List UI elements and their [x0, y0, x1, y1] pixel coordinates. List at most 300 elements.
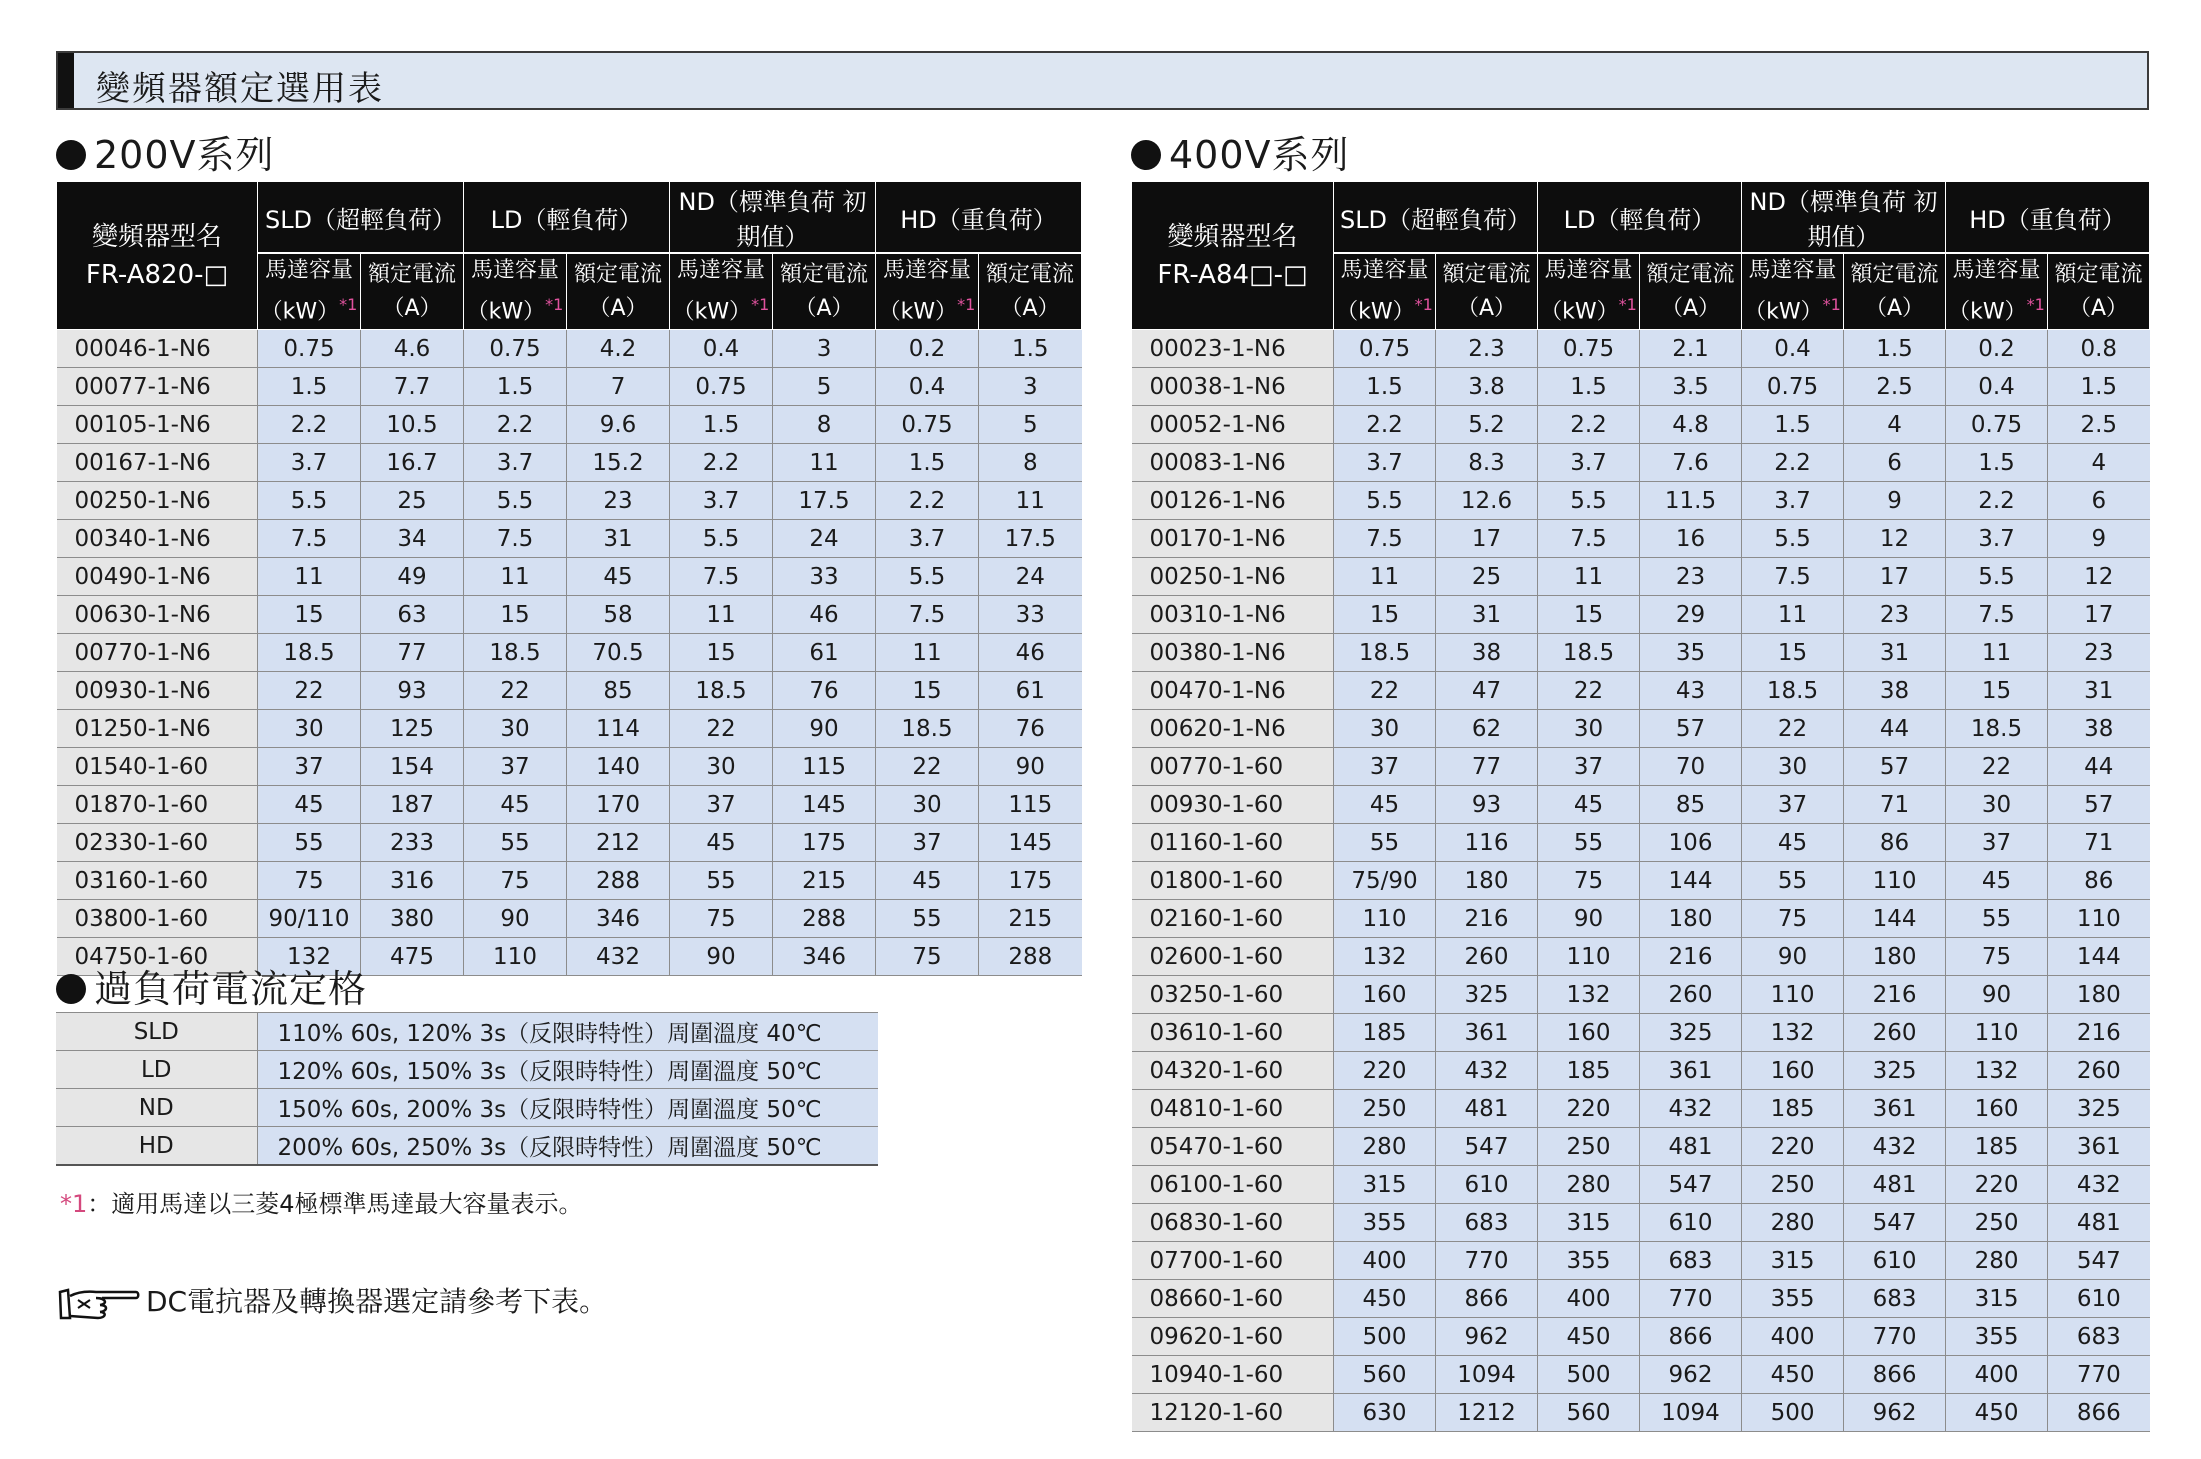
- value-cell: 962: [1640, 1356, 1742, 1394]
- section-200v-heading: 200V系列: [56, 124, 275, 179]
- value-cell: 75: [464, 862, 567, 900]
- page-title-bar: [56, 51, 2149, 110]
- table-row: [57, 596, 1082, 634]
- motor-capacity-header: 馬達容量 （kW）$^{*1}$: [1538, 253, 1640, 330]
- value-cell: 355: [1946, 1318, 2048, 1356]
- value-cell: 180: [1844, 938, 1946, 976]
- value-cell: 432: [1844, 1128, 1946, 1166]
- duty-label: SLD: [56, 1013, 257, 1051]
- value-cell: 160: [1946, 1090, 2048, 1128]
- value-cell: 450: [1742, 1356, 1844, 1394]
- model-cell: 00490-1-N6: [57, 558, 258, 596]
- value-cell: 90: [464, 900, 567, 938]
- value-cell: 22: [464, 672, 567, 710]
- value-cell: 85: [1640, 786, 1742, 824]
- value-cell: 7.5: [258, 520, 361, 558]
- value-cell: 0.4: [670, 330, 773, 368]
- overload-row: [56, 1013, 878, 1051]
- value-cell: 90: [1538, 900, 1640, 938]
- value-cell: 44: [2048, 748, 2150, 786]
- value-cell: 55: [1742, 862, 1844, 900]
- value-cell: 220: [1946, 1166, 2048, 1204]
- value-cell: 25: [361, 482, 464, 520]
- value-cell: 90: [1946, 976, 2048, 1014]
- value-cell: 346: [567, 900, 670, 938]
- value-cell: 610: [1640, 1204, 1742, 1242]
- table-row: [1132, 558, 2150, 596]
- value-cell: 30: [876, 786, 979, 824]
- value-cell: 71: [2048, 824, 2150, 862]
- value-cell: 2.2: [1742, 444, 1844, 482]
- table-row: [1132, 786, 2150, 824]
- model-cell: 01800-1-60: [1132, 862, 1334, 900]
- value-cell: 187: [361, 786, 464, 824]
- value-cell: 2.5: [2048, 406, 2150, 444]
- value-cell: 16: [1640, 520, 1742, 558]
- footnote: [60, 1184, 583, 1219]
- value-cell: 18.5: [1742, 672, 1844, 710]
- model-cell: 00250-1-N6: [57, 482, 258, 520]
- value-cell: 400: [1334, 1242, 1436, 1280]
- model-cell: 00310-1-N6: [1132, 596, 1334, 634]
- value-cell: 216: [1844, 976, 1946, 1014]
- value-cell: 280: [1742, 1204, 1844, 1242]
- model-cell: 00930-1-60: [1132, 786, 1334, 824]
- value-cell: 110: [1334, 900, 1436, 938]
- value-cell: 233: [361, 824, 464, 862]
- value-cell: 55: [258, 824, 361, 862]
- overload-spec: 150% 60s, 200% 3s（反限時特性）周圍溫度 50℃: [257, 1089, 878, 1127]
- group-header-hd: HD（重負荷）: [876, 182, 1082, 254]
- value-cell: 5.5: [1334, 482, 1436, 520]
- value-cell: 57: [1844, 748, 1946, 786]
- value-cell: 175: [773, 824, 876, 862]
- value-cell: 75: [1538, 862, 1640, 900]
- rated-current-header: 額定電流 （A）: [1436, 253, 1538, 330]
- value-cell: 0.4: [1946, 368, 2048, 406]
- value-cell: 6: [2048, 482, 2150, 520]
- value-cell: 9.6: [567, 406, 670, 444]
- model-cell: 06100-1-60: [1132, 1166, 1334, 1204]
- value-cell: 560: [1538, 1394, 1640, 1432]
- value-cell: 31: [567, 520, 670, 558]
- value-cell: 9: [2048, 520, 2150, 558]
- value-cell: 45: [1334, 786, 1436, 824]
- value-cell: 22: [258, 672, 361, 710]
- value-cell: 175: [979, 862, 1082, 900]
- value-cell: 55: [1334, 824, 1436, 862]
- value-cell: 250: [1538, 1128, 1640, 1166]
- value-cell: 132: [1946, 1052, 2048, 1090]
- value-cell: 481: [1436, 1090, 1538, 1128]
- value-cell: 154: [361, 748, 464, 786]
- value-cell: 37: [1334, 748, 1436, 786]
- value-cell: 5: [979, 406, 1082, 444]
- model-cell: 00930-1-N6: [57, 672, 258, 710]
- value-cell: 2.2: [1538, 406, 1640, 444]
- value-cell: 5.5: [464, 482, 567, 520]
- model-cell: 00167-1-N6: [57, 444, 258, 482]
- value-cell: 215: [773, 862, 876, 900]
- value-cell: 2.2: [1334, 406, 1436, 444]
- motor-capacity-header: 馬達容量 （kW）$^{*1}$: [670, 253, 773, 330]
- model-cell: 01540-1-60: [57, 748, 258, 786]
- model-cell: 10940-1-60: [1132, 1356, 1334, 1394]
- reference-note: [56, 1280, 607, 1324]
- value-cell: 110: [1742, 976, 1844, 1014]
- table-row: [1132, 368, 2150, 406]
- value-cell: 30: [670, 748, 773, 786]
- value-cell: 160: [1334, 976, 1436, 1014]
- value-cell: 45: [876, 862, 979, 900]
- value-cell: 2.2: [670, 444, 773, 482]
- value-cell: 220: [1742, 1128, 1844, 1166]
- value-cell: 8: [979, 444, 1082, 482]
- value-cell: 35: [1640, 634, 1742, 672]
- group-header-nd: ND（標準負荷 初期值）: [1742, 182, 1946, 254]
- value-cell: 216: [1436, 900, 1538, 938]
- model-cell: 00038-1-N6: [1132, 368, 1334, 406]
- value-cell: 125: [361, 710, 464, 748]
- value-cell: 76: [979, 710, 1082, 748]
- value-cell: 90: [773, 710, 876, 748]
- value-cell: 0.2: [876, 330, 979, 368]
- value-cell: 144: [1640, 862, 1742, 900]
- value-cell: 114: [567, 710, 670, 748]
- value-cell: 30: [1742, 748, 1844, 786]
- value-cell: 5.5: [258, 482, 361, 520]
- value-cell: 38: [1436, 634, 1538, 672]
- value-cell: 325: [1436, 976, 1538, 1014]
- model-cell: 00083-1-N6: [1132, 444, 1334, 482]
- value-cell: 5.5: [670, 520, 773, 558]
- value-cell: 0.4: [1742, 330, 1844, 368]
- value-cell: 15: [876, 672, 979, 710]
- value-cell: 24: [979, 558, 1082, 596]
- table-row: [1132, 444, 2150, 482]
- model-cell: 00250-1-N6: [1132, 558, 1334, 596]
- value-cell: 610: [1844, 1242, 1946, 1280]
- model-cell: 00052-1-N6: [1132, 406, 1334, 444]
- model-cell: 06830-1-60: [1132, 1204, 1334, 1242]
- model-cell: 01870-1-60: [57, 786, 258, 824]
- value-cell: 15: [1946, 672, 2048, 710]
- bullet-icon: [56, 140, 86, 170]
- value-cell: 30: [1334, 710, 1436, 748]
- value-cell: 18.5: [1946, 710, 2048, 748]
- rated-current-header: 額定電流 （A）: [979, 253, 1082, 330]
- value-cell: 0.2: [1946, 330, 2048, 368]
- value-cell: 15: [1538, 596, 1640, 634]
- value-cell: 450: [1334, 1280, 1436, 1318]
- table-400v: [1131, 181, 2150, 1432]
- value-cell: 1.5: [1538, 368, 1640, 406]
- value-cell: 610: [2048, 1280, 2150, 1318]
- model-cell: 00770-1-N6: [57, 634, 258, 672]
- value-cell: 500: [1334, 1318, 1436, 1356]
- value-cell: 46: [979, 634, 1082, 672]
- value-cell: 3.7: [258, 444, 361, 482]
- value-cell: 250: [1946, 1204, 2048, 1242]
- value-cell: 3.7: [670, 482, 773, 520]
- value-cell: 361: [1640, 1052, 1742, 1090]
- value-cell: 8.3: [1436, 444, 1538, 482]
- value-cell: 43: [1640, 672, 1742, 710]
- duty-label: ND: [56, 1089, 257, 1127]
- value-cell: 75: [670, 900, 773, 938]
- value-cell: 770: [1640, 1280, 1742, 1318]
- group-header-ld: LD（輕負荷）: [1538, 182, 1742, 254]
- value-cell: 288: [773, 900, 876, 938]
- value-cell: 58: [567, 596, 670, 634]
- value-cell: 0.75: [876, 406, 979, 444]
- value-cell: 31: [2048, 672, 2150, 710]
- value-cell: 132: [1742, 1014, 1844, 1052]
- table-row: [57, 862, 1082, 900]
- value-cell: 432: [2048, 1166, 2150, 1204]
- value-cell: 75/90: [1334, 862, 1436, 900]
- value-cell: 4.2: [567, 330, 670, 368]
- value-cell: 220: [1334, 1052, 1436, 1090]
- value-cell: 2.3: [1436, 330, 1538, 368]
- value-cell: 250: [1742, 1166, 1844, 1204]
- value-cell: 75: [1742, 900, 1844, 938]
- table-row: [57, 406, 1082, 444]
- value-cell: 3: [773, 330, 876, 368]
- value-cell: 432: [567, 938, 670, 976]
- value-cell: 45: [464, 786, 567, 824]
- value-cell: 145: [979, 824, 1082, 862]
- rated-current-header: 額定電流 （A）: [1844, 253, 1946, 330]
- model-cell: 02330-1-60: [57, 824, 258, 862]
- table-row: [1132, 710, 2150, 748]
- table-row: [1132, 862, 2150, 900]
- table-row: [1132, 406, 2150, 444]
- value-cell: 1094: [1436, 1356, 1538, 1394]
- value-cell: 23: [1640, 558, 1742, 596]
- value-cell: 288: [979, 938, 1082, 976]
- value-cell: 18.5: [258, 634, 361, 672]
- value-cell: 47: [1436, 672, 1538, 710]
- table-row: [1132, 938, 2150, 976]
- value-cell: 0.8: [2048, 330, 2150, 368]
- model-cell: 00470-1-N6: [1132, 672, 1334, 710]
- value-cell: 90/110: [258, 900, 361, 938]
- value-cell: 288: [567, 862, 670, 900]
- value-cell: 3.7: [1334, 444, 1436, 482]
- bullet-icon: [1131, 140, 1161, 170]
- value-cell: 18.5: [1334, 634, 1436, 672]
- table-row: [1132, 1052, 2150, 1090]
- model-cell: 03800-1-60: [57, 900, 258, 938]
- value-cell: 2.1: [1640, 330, 1742, 368]
- value-cell: 866: [1640, 1318, 1742, 1356]
- table-row: [1132, 1166, 2150, 1204]
- value-cell: 24: [773, 520, 876, 558]
- value-cell: 45: [670, 824, 773, 862]
- value-cell: 17: [1844, 558, 1946, 596]
- table-row: [57, 634, 1082, 672]
- value-cell: 2.2: [876, 482, 979, 520]
- value-cell: 38: [1844, 672, 1946, 710]
- model-cell: 04810-1-60: [1132, 1090, 1334, 1128]
- value-cell: 75: [876, 938, 979, 976]
- value-cell: 30: [1946, 786, 2048, 824]
- value-cell: 325: [1640, 1014, 1742, 1052]
- value-cell: 7.5: [1946, 596, 2048, 634]
- value-cell: 346: [773, 938, 876, 976]
- value-cell: 31: [1844, 634, 1946, 672]
- table-row: [1132, 900, 2150, 938]
- value-cell: 145: [773, 786, 876, 824]
- value-cell: 361: [1844, 1090, 1946, 1128]
- overload-row: [56, 1051, 878, 1089]
- value-cell: 3: [979, 368, 1082, 406]
- value-cell: 11: [1742, 596, 1844, 634]
- model-cell: 05470-1-60: [1132, 1128, 1334, 1166]
- value-cell: 7.5: [876, 596, 979, 634]
- value-cell: 55: [1538, 824, 1640, 862]
- table-row: [1132, 520, 2150, 558]
- value-cell: 17.5: [773, 482, 876, 520]
- section-400v-heading: 400V系列: [1131, 124, 1350, 179]
- model-cell: 00620-1-N6: [1132, 710, 1334, 748]
- overload-row: [56, 1089, 878, 1127]
- value-cell: 45: [1538, 786, 1640, 824]
- value-cell: 380: [361, 900, 464, 938]
- value-cell: 2.5: [1844, 368, 1946, 406]
- value-cell: 481: [1640, 1128, 1742, 1166]
- table-row: [1132, 1242, 2150, 1280]
- value-cell: 9: [1844, 482, 1946, 520]
- value-cell: 33: [773, 558, 876, 596]
- value-cell: 3.5: [1640, 368, 1742, 406]
- value-cell: 280: [1334, 1128, 1436, 1166]
- value-cell: 5.2: [1436, 406, 1538, 444]
- table-row: [57, 330, 1082, 368]
- table-row: [1132, 1014, 2150, 1052]
- table-row: [1132, 1204, 2150, 1242]
- table-row: [57, 748, 1082, 786]
- value-cell: 25: [1436, 558, 1538, 596]
- value-cell: 70: [1640, 748, 1742, 786]
- value-cell: 55: [876, 900, 979, 938]
- value-cell: 212: [567, 824, 670, 862]
- model-cell: 03250-1-60: [1132, 976, 1334, 1014]
- pointing-hand-icon: [56, 1282, 140, 1324]
- value-cell: 547: [1436, 1128, 1538, 1166]
- value-cell: 31: [1436, 596, 1538, 634]
- value-cell: 1.5: [1844, 330, 1946, 368]
- bullet-icon: [56, 974, 86, 1004]
- model-cell: 08660-1-60: [1132, 1280, 1334, 1318]
- reference-text: DC電抗器及轉換器選定請參考下表。: [146, 1285, 608, 1318]
- value-cell: 7.5: [464, 520, 567, 558]
- value-cell: 432: [1436, 1052, 1538, 1090]
- value-cell: 5: [773, 368, 876, 406]
- value-cell: 16.7: [361, 444, 464, 482]
- table-row: [1132, 1280, 2150, 1318]
- value-cell: 45: [258, 786, 361, 824]
- value-cell: 18.5: [670, 672, 773, 710]
- value-cell: 17: [2048, 596, 2150, 634]
- value-cell: 216: [1640, 938, 1742, 976]
- value-cell: 132: [258, 938, 361, 976]
- table-row: [1132, 1090, 2150, 1128]
- value-cell: 3.8: [1436, 368, 1538, 406]
- table-row: [1132, 482, 2150, 520]
- value-cell: 30: [1538, 710, 1640, 748]
- value-cell: 180: [1436, 862, 1538, 900]
- model-cell: 02600-1-60: [1132, 938, 1334, 976]
- value-cell: 630: [1334, 1394, 1436, 1432]
- overload-spec: 200% 60s, 250% 3s（反限時特性）周圍溫度 50℃: [257, 1127, 878, 1166]
- value-cell: 61: [979, 672, 1082, 710]
- value-cell: 1094: [1640, 1394, 1742, 1432]
- rated-current-header: 額定電流 （A）: [1640, 253, 1742, 330]
- value-cell: 93: [1436, 786, 1538, 824]
- value-cell: 683: [1436, 1204, 1538, 1242]
- value-cell: 12: [2048, 558, 2150, 596]
- value-cell: 216: [2048, 1014, 2150, 1052]
- value-cell: 180: [1640, 900, 1742, 938]
- model-cell: 00077-1-N6: [57, 368, 258, 406]
- value-cell: 57: [2048, 786, 2150, 824]
- footnote-text: ：適用馬達以三菱4極標準馬達最大容量表示。: [87, 1190, 583, 1218]
- value-cell: 683: [1844, 1280, 1946, 1318]
- model-cell: 00770-1-60: [1132, 748, 1334, 786]
- value-cell: 15: [670, 634, 773, 672]
- value-cell: 29: [1640, 596, 1742, 634]
- model-cell: 00380-1-N6: [1132, 634, 1334, 672]
- table-row: [1132, 1128, 2150, 1166]
- footnote-marker: *1: [60, 1190, 88, 1218]
- rated-current-header: 額定電流 （A）: [567, 253, 670, 330]
- model-header: 變頻器型名 FR-A820-□: [57, 182, 258, 330]
- model-cell: 00340-1-N6: [57, 520, 258, 558]
- value-cell: 90: [670, 938, 773, 976]
- value-cell: 220: [1538, 1090, 1640, 1128]
- value-cell: 316: [361, 862, 464, 900]
- model-cell: 09620-1-60: [1132, 1318, 1334, 1356]
- value-cell: 11: [464, 558, 567, 596]
- value-cell: 3.7: [1742, 482, 1844, 520]
- model-cell: 00023-1-N6: [1132, 330, 1334, 368]
- table-row: [57, 786, 1082, 824]
- model-cell: 00105-1-N6: [57, 406, 258, 444]
- value-cell: 77: [1436, 748, 1538, 786]
- value-cell: 962: [1844, 1394, 1946, 1432]
- value-cell: 45: [1946, 862, 2048, 900]
- value-cell: 37: [1538, 748, 1640, 786]
- value-cell: 547: [2048, 1242, 2150, 1280]
- value-cell: 315: [1742, 1242, 1844, 1280]
- value-cell: 5.5: [876, 558, 979, 596]
- value-cell: 315: [1538, 1204, 1640, 1242]
- value-cell: 160: [1742, 1052, 1844, 1090]
- value-cell: 1.5: [464, 368, 567, 406]
- table-row: [57, 520, 1082, 558]
- table-row: [1132, 1394, 2150, 1432]
- table-row: [1132, 748, 2150, 786]
- value-cell: 683: [2048, 1318, 2150, 1356]
- value-cell: 44: [1844, 710, 1946, 748]
- model-cell: 03160-1-60: [57, 862, 258, 900]
- value-cell: 15: [258, 596, 361, 634]
- value-cell: 450: [1946, 1394, 2048, 1432]
- value-cell: 170: [567, 786, 670, 824]
- value-cell: 18.5: [1538, 634, 1640, 672]
